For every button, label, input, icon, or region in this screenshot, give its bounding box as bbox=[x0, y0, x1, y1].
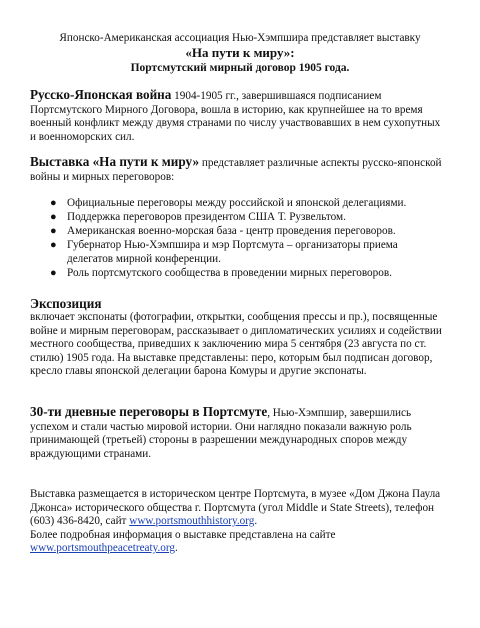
exposition-section bbox=[30, 296, 445, 379]
list-item: ● Губернатор Нью-Хэмпшира и мэр Портсмута – организаторы приема делегатов мирной конференции. bbox=[50, 238, 398, 265]
more-info-text: Более подробная информация о выставке представлена на сайте bbox=[30, 528, 336, 541]
exhibit-text: представляет различные аспекты русско-японской войны и мирных переговоров: bbox=[30, 157, 442, 183]
bullet-icon: ● bbox=[50, 210, 57, 223]
war-heading: Русско-Японская война bbox=[30, 87, 172, 102]
document-header bbox=[0, 31, 480, 75]
bullet-icon: ● bbox=[50, 197, 57, 209]
list-item: ● Официальные переговоры между российской и японской делегациями. bbox=[50, 197, 407, 209]
negotiations-heading: 30-ти дневные переговоры в Портсмуте bbox=[30, 404, 268, 419]
peace-site-line: www.portsmouthpeacetreaty.org. bbox=[30, 542, 178, 555]
exposition-text: включает экспонаты (фотографии, открытки, сообщения прессы и пр.), посвященные войне и мирным переговорам, рассказывает о дипломатических усилиях и содействии местного сообщества, приведших к заключению мира 5 сентября (23 августа по ст. стилю) 1905 года. На выставке представлены: перо, которым был подписан договор, кресло главы японской делегации барона Комуры и другие экспонаты. bbox=[30, 311, 442, 378]
negotiations-text: , Нью-Хэмпшир, завершились успехом и стали частью мировой истории. Они наглядно показали важную роль принимающей (третьей) стороны в разрешении международных споров между враждующими странами. bbox=[30, 407, 412, 460]
war-paragraph bbox=[30, 88, 445, 144]
exhibit-paragraph bbox=[30, 155, 445, 184]
list-item: ● Роль портсмутского сообщества в проведении мирных переговоров. bbox=[50, 266, 392, 279]
footer-info bbox=[30, 488, 445, 556]
organization-line: Японско-Американская ассоциация Нью-Хэмпшира представляет выставку bbox=[59, 32, 421, 44]
bullet-icon: ● bbox=[50, 238, 57, 251]
war-text: 1904-1905 гг., завершившаяся подписанием Портсмутского Мирного Договора, вошла в историю, как крупнейшее на то время военный конфликт между двумя странами по числу участвовавших в нем сухопутных и военноморских сил. bbox=[30, 90, 441, 143]
exhibit-title: «На пути к миру»: bbox=[185, 45, 295, 60]
peace-treaty-site-link[interactable]: www.portsmouthpeacetreaty.org bbox=[30, 542, 175, 555]
exhibit-subtitle: Портсмутский мирный договор 1905 года. bbox=[130, 62, 350, 74]
list-item: ● Поддержка переговоров президентом США Т. Рузвельтом. bbox=[50, 210, 346, 223]
exhibit-heading: Выставка «На пути к миру» bbox=[30, 154, 200, 169]
bullet-icon: ● bbox=[50, 224, 57, 237]
history-site-link[interactable]: www.portsmouthhistory.org bbox=[129, 515, 255, 528]
exposition-heading: Экспозиция bbox=[30, 296, 102, 311]
bullet-icon: ● bbox=[50, 266, 57, 279]
negotiations-paragraph bbox=[30, 405, 445, 461]
exhibit-points-list bbox=[30, 197, 445, 281]
list-item: ● Американская военно-морская база - центр проведения переговоров. bbox=[50, 224, 396, 237]
venue-text: Выставка размещается в историческом центре Портсмута, в музее «Дом Джона Паула Джонса» исторического общества г. Портсмута (угол Middle и State Streets), телефон (603) 436-8420, сайт www.portsmouthhistory.org. bbox=[30, 488, 441, 528]
